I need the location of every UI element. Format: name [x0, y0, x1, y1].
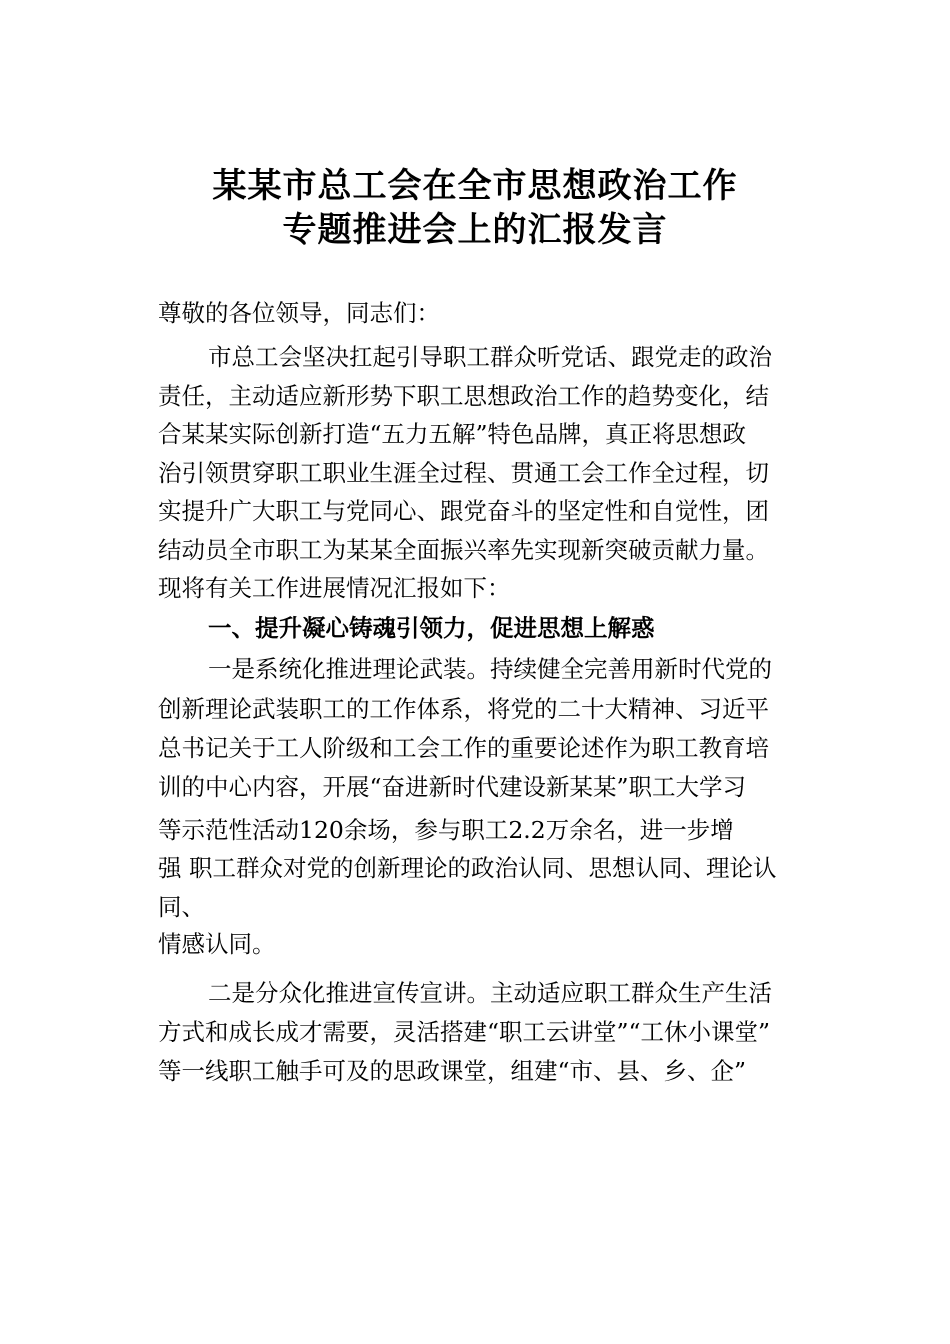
paragraph-2-line: 情感认同。: [158, 930, 276, 958]
paragraph-2-line: 一是系统化推进理论武装。持续健全完善用新时代党的: [208, 655, 772, 683]
paragraph-3-line: 等一线职工触手可及的思政课堂，组建“市、县、乡、企”: [158, 1057, 747, 1085]
section-heading-1: 一、提升凝心铸魂引领力，促进思想上解惑: [208, 614, 655, 642]
paragraph-1-line: 结动员全市职工为某某全面振兴率先实现新突破贡献力量。: [158, 536, 769, 564]
paragraph-1-line: 现将有关工作进展情况汇报如下：: [158, 574, 511, 602]
paragraph-3-line: 方式和成长成才需要，灵活搭建“职工云讲堂”“工休小课堂”: [158, 1018, 771, 1046]
paragraph-2-line: 同、: [158, 893, 205, 921]
paragraph-2-line: 训的中心内容，开展“奋进新时代建设新某某”职工大学习: [158, 773, 747, 801]
paragraph-2-line: 强 职工群众对党的创新理论的政治认同、思想认同、理论认: [158, 854, 777, 882]
paragraph-2-line: 总书记关于工人阶级和工会工作的重要论述作为职工教育培: [158, 734, 769, 762]
paragraph-1-line: 合某某实际创新打造“五力五解”特色品牌，真正将思想政: [158, 420, 747, 448]
paragraph-1-line: 责任，主动适应新形势下职工思想政治工作的趋势变化，结: [158, 382, 769, 410]
document-title-line-1: 某某市总工会在全市思想政治工作: [212, 166, 738, 206]
paragraph-1-line: 实提升广大职工与党同心、跟党奋斗的坚定性和自觉性，团: [158, 497, 769, 525]
paragraph-1-line: 治引领贯穿职工职业生涯全过程、贯通工会工作全过程，切: [158, 459, 769, 487]
paragraph-2-line: 创新理论武装职工的工作体系，将党的二十大精神、习近平: [158, 695, 769, 723]
document-title-line-2: 专题推进会上的汇报发言: [282, 210, 668, 250]
salutation: 尊敬的各位领导，同志们：: [158, 299, 440, 327]
paragraph-2-line: 等示范性活动120余场，参与职工2.2万余名，进一步增: [158, 816, 734, 844]
paragraph-3-line: 二是分众化推进宣传宣讲。主动适应职工群众生产生活: [208, 979, 772, 1007]
paragraph-1-line: 市总工会坚决扛起引导职工群众听党话、跟党走的政治: [208, 343, 772, 371]
